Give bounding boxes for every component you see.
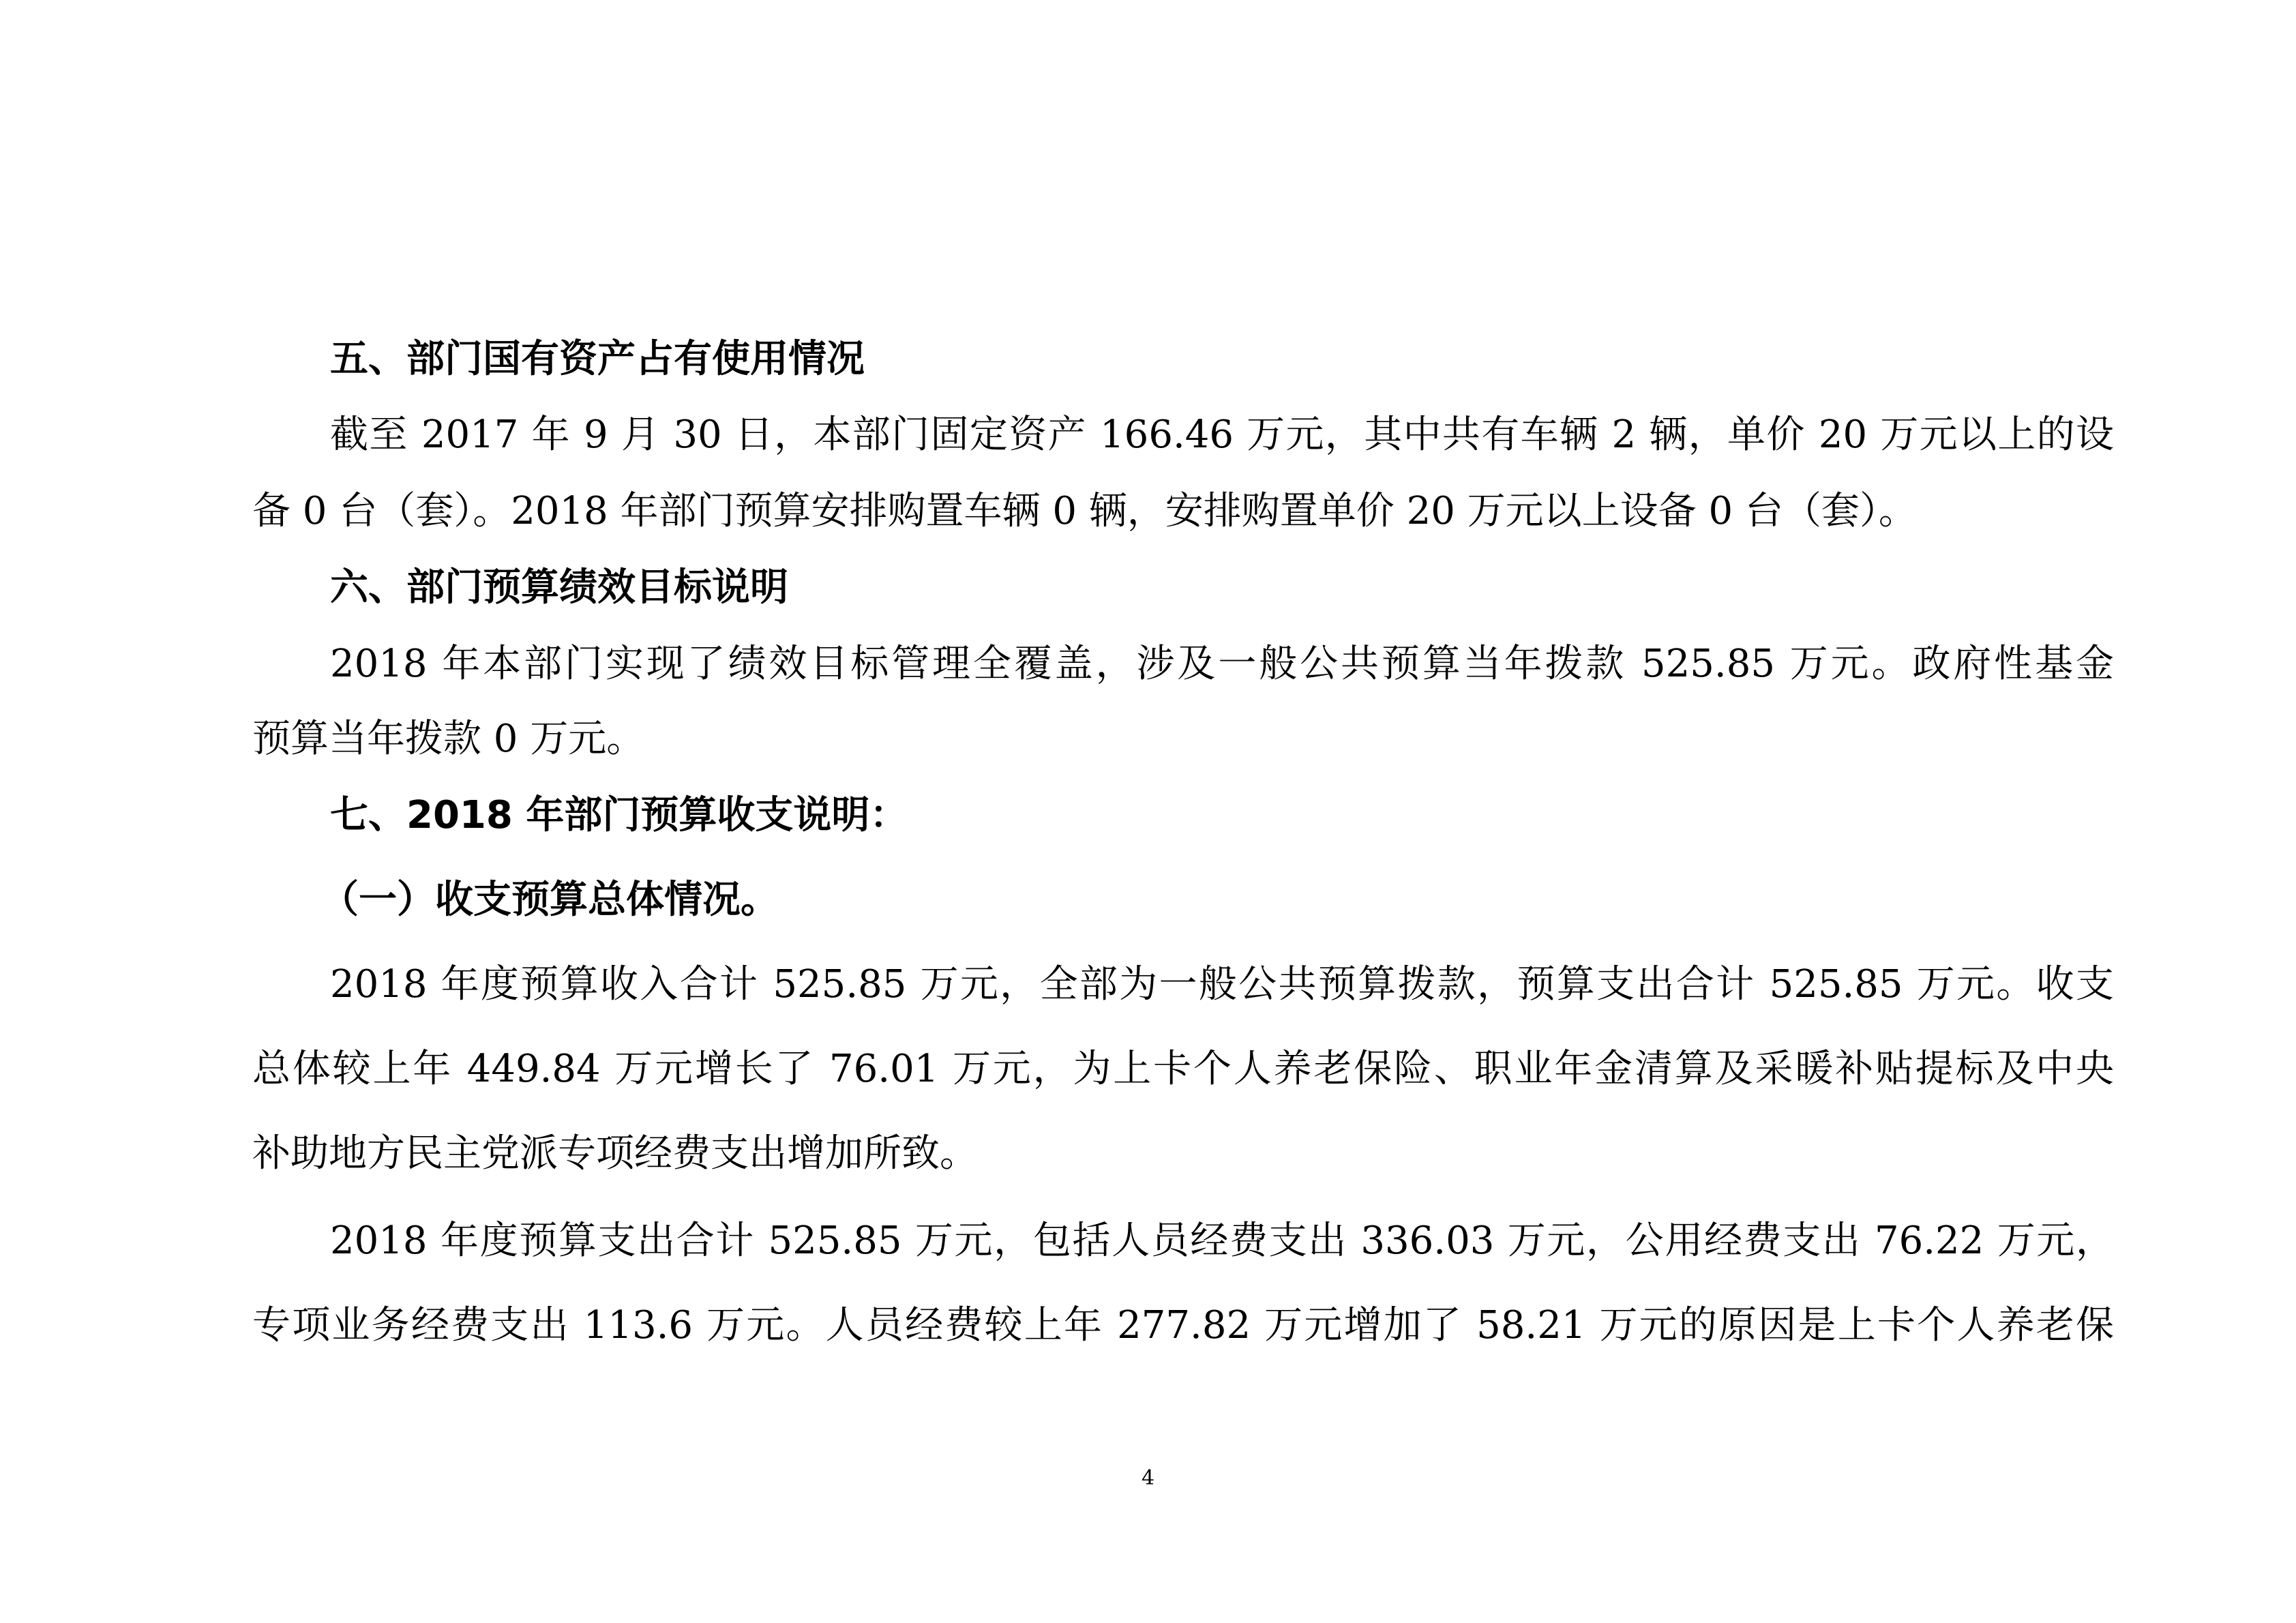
section-heading-performance: 六、部门预算绩效目标说明 xyxy=(330,565,788,610)
overall-text-line-3: 补助地方民主党派专项经费支出增加所致。 xyxy=(252,1131,978,1176)
subheading-overall: （一）收支预算总体情况。 xyxy=(320,878,779,922)
page-number: 4 xyxy=(1141,1466,1155,1490)
assets-text-line-1: 截至 2017 年 9 月 30 日，本部门固定资产 166.46 万元，其中共有车辆 2 辆，单价 20 万元以上的设 xyxy=(330,413,2114,457)
assets-text-line-2: 备 0 台（套）。2018 年部门预算安排购置车辆 0 辆，安排购置单价 20 万元以上设备 0 台（套）。 xyxy=(252,489,1917,533)
section-heading-assets: 五、部门国有资产占有使用情况 xyxy=(330,337,865,381)
expenditure-text-line-2: 专项业务经费支出 113.6 万元。人员经费较上年 277.82 万元增加了 58.21 万元的原因是上卡个人养老保 xyxy=(252,1303,2114,1347)
performance-text-line-2: 预算当年拨款 0 万元。 xyxy=(252,717,645,761)
section-heading-budget: 七、2018 年部门预算收支说明： xyxy=(330,793,908,837)
performance-text-line-1: 2018 年本部门实现了绩效目标管理全覆盖，涉及一般公共预算当年拨款 525.85 万元。政府性基金 xyxy=(330,642,2114,686)
overall-text-line-1: 2018 年度预算收入合计 525.85 万元，全部为一般公共预算拨款，预算支出合计 525.85 万元。收支 xyxy=(330,962,2114,1007)
overall-text-line-2: 总体较上年 449.84 万元增长了 76.01 万元，为上卡个人养老保险、职业年金清算及采暖补贴提标及中央 xyxy=(252,1047,2114,1091)
expenditure-text-line-1: 2018 年度预算支出合计 525.85 万元，包括人员经费支出 336.03 万元，公用经费支出 76.22 万元， xyxy=(330,1219,2114,1263)
